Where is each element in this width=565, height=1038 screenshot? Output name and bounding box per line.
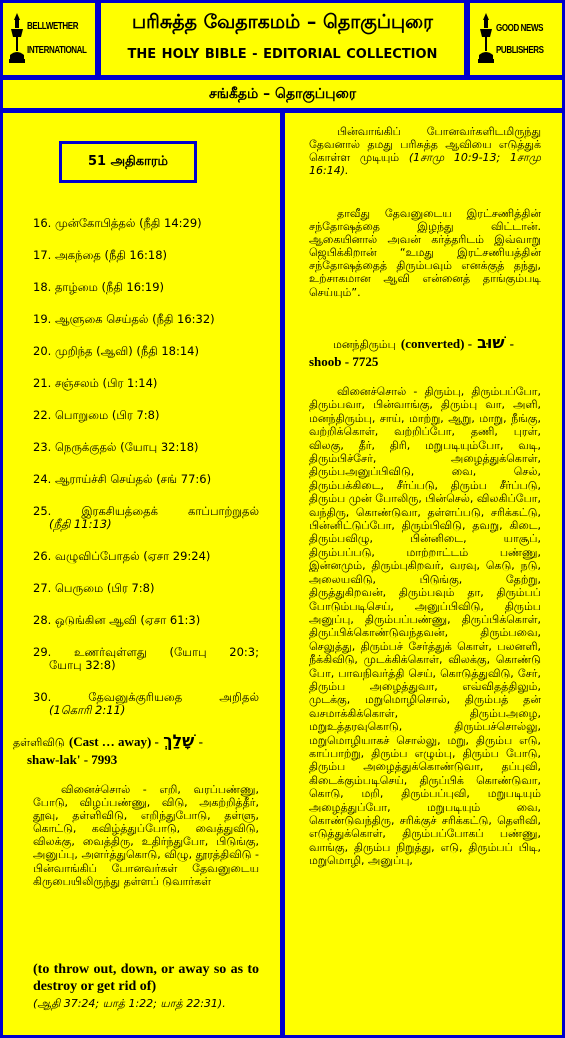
entry-cast-english: (to throw out, down, or away so as to destroy or get rid of) — [33, 962, 259, 994]
lamp-icon — [478, 11, 494, 65]
list-item: 27. பெருமை (பிர 7:8) — [33, 581, 155, 595]
entry-translit: shaw-lak' - 7993 — [27, 752, 118, 767]
list-item-ref: (1கொரி 2:11) — [49, 703, 126, 717]
list-item: 30. தேவனுக்குரியதை அறிதல் — [33, 690, 259, 704]
list-item-ref: (நீதி 11:13) — [49, 517, 112, 531]
goodnews-logo-line1: GOOD NEWS — [496, 23, 544, 34]
bellwether-logo-line2: INTERNATIONAL — [27, 45, 87, 56]
list-item: 21. சஞ்சலம் (பிர 1:14) — [33, 376, 158, 390]
right-paragraph-2: தாவீது தேவனுடைய இரட்சணித்தின் சந்தோஷத்தை இழந்து விட்டான். ஆகையினால் அவன் கர்த்தரிடம் இவ்வாறு ஜெபிக்கிறான் “உமது இரட்சணியத்தின் சந்தோஷத்தைத் திரும்பவும் எனக்குத் தந்து, உற்சாகமான ஆவி என்னைத் தாங்கும்படி செய்யும்”. — [309, 207, 541, 299]
entry-hebrew: שׁוּב — [477, 333, 505, 352]
title-english: THE HOLY BIBLE - EDITORIAL COLLECTION — [127, 47, 438, 62]
right-column — [282, 110, 565, 1038]
list-item: 22. பொறுமை (பிர 7:8) — [33, 408, 160, 422]
goodnews-logo-box — [467, 0, 565, 78]
entry-converted-body: வினைச்சொல் - திரும்பு, திரும்பப்போ, திரும்பவா, பின்வாங்கு, திரும்பு வா, அளி, மனந்திரும்பு, சாய், மாற்று, ஆறு, மாறு, நீங்கு, வற்றிக்கொள், வற்றிப்போ, தணி, புரள், விலகு, தீர், திரி, மறுபடியும்போ, வடி, திரும்பிச்சேர், அழைத்துக்கொள், திரும்பஅனுப்பிவிடு, வை, செல், திரும்பக்கிடை, சீர்ப்படு, திரும்ப சீர்ப்படு, திரும்ப முன் போலிரு, பின்செல், விலகிப்போ, வந்திரு, கொண்டுவா, தள்ளப்படு, சரிக்கட்டு, பின்னிட்டுப்போ, திரும்பிவிடு, தவறு, கிடை, திரும்பவிழு, பின்னிடை, யாசூப், திரும்பப்படு, மாற்றாட்டம் பண்ணு, இன்னமும், திரும்புகிறவர், வரவு, கெடு, நடு, அலையவிடு, பிடுங்கு, தேற்று, திருத்துகிறவன், திரும்பவும் தா, திரும்பப் போடும்படிசெய், அனுப்பிவிடு, திரும்ப அனுப்பு, திரும்பப்பண்ணு, திருப்பிக்கொள், திருப்பிக்கொண்டுவந்தவன், திரும்பவை, செலுத்து, திரும்பச் சேர்த்துக் கொள், பலனளி, நீக்கிவிடு, முடக்கிக்கொள், விலக்கு, கொண்டு போ, பாவநிவர்த்தி செய், கொடுத்துவிடு, சேர், திரும்ப அழைத்துவா, எவ்விதத்திலும், முடக்கு, மறுமொழிசொல், திரும்பத் தன் வசமாக்கிக்கொள், திரும்பஅழை, மறுஉத்தரவுகொடு, திரும்பச்சொல்லு, மறுமொழியாகச் சொல்லு, மறு, திரும்ப எடு, காப்பாற்று, திரும்ப எழும்பு, திரும்ப போடு, திரும்ப அழைத்துக்கொண்டுவா, தப்புவி, கிடைக்கும்படிசெய், திருப்பிக் கொண்டுவா, கொடு, மறி, திரும்பப்புவி, மறுபடியும் அழைத்துப்போ, மறுபடியும் வை, கொண்டுவந்திரு, சரிக்குச் சரிக்கட்டு, தெளிவி, எடுத்துக்கொள், திரும்பப்போகப் பண்ணு, வாங்கு, திரும்ப நிறுத்து, எடு, திரும்பப் பிடி, மறுமொழி, அனுப்பு, — [309, 385, 541, 868]
section-title: சங்கீதம் – தொகுப்புரை — [208, 86, 357, 102]
entry-cast-body: வினைச்சொல் - எறி, வரப்பண்ணு, போடு, விழப்பண்ணு, விடு, அகற்றித்தீர், தூவு, தள்ளிவிடு, எறிந்துபோடு, தள்ளு, கொட்டு, கவிழ்த்துப்போடு, வைத்துவிடு, விலக்கு, வைத்திரு, உதிர்ந்துபோ, பிடுங்கு, அனுப்பு, அளர்த்துகொடு, விழு, தூரத்திவிடு - பின்வாங்கிப் போனவர்கள் தேவனுடைய கிருபையிலிருந்து தள்ளப் டுவார்கள் — [33, 783, 259, 888]
lamp-icon — [9, 11, 25, 65]
list-item: 29. உணர்வுள்ளது (யோபு 20:3; — [33, 645, 259, 659]
bellwether-logo-box — [0, 0, 98, 78]
entry-cast-heading: தள்ளிவிடு (Cast … away) - שָׁלַךְ - shaw-lak' - 7993 — [13, 731, 275, 768]
list-item: 25. இரகசியத்தைக் காப்பாற்றுதல் — [33, 504, 259, 518]
title-box — [98, 0, 467, 78]
list-item: 18. தாழ்மை (நீதி 16:19) — [33, 280, 165, 294]
title-tamil: பரிசுத்த வேதாகமம் – தொகுப்புரை — [132, 11, 433, 33]
section-title-box — [0, 77, 565, 111]
goodnews-logo-line2: PUBLISHERS — [496, 45, 544, 56]
list-item: 20. முறிந்த (ஆவி) (நீதி 18:14) — [33, 344, 199, 358]
entry-head-english: (converted) - — [400, 336, 473, 351]
entry-head-english: (Cast … away) - — [68, 734, 159, 749]
chapter-label: 51 அதிகாரம் — [59, 141, 197, 183]
list-item: 17. அகந்தை (நீதி 16:18) — [33, 248, 168, 262]
entry-head-tamil: தள்ளிவிடு — [13, 736, 65, 749]
list-item: 28. ஒடுங்கின ஆவி (ஏசா 61:3) — [33, 613, 201, 627]
entry-translit: shoob - 7725 — [309, 354, 379, 369]
entry-hebrew: שָׁלַךְ — [163, 731, 195, 750]
goodnews-logo — [478, 11, 558, 67]
entry-head-tamil: மனந்திரும்பு — [333, 338, 396, 351]
bellwether-logo-line1: BELLWETHER — [27, 21, 79, 32]
entry-cast-refs: (ஆதி 37:24; யாத் 1:22; யாத் 22:31). — [33, 997, 226, 1010]
entry-converted-heading: மனந்திரும்பு (converted) - שׁוּב - shoob - 7725 — [309, 333, 559, 370]
list-item-ref: யோபு 32:8) — [49, 658, 116, 672]
left-column — [0, 110, 283, 1038]
list-item: 23. நெருக்குதல் (யோபு 32:18) — [33, 440, 199, 454]
list-item: 19. ஆளுகை செய்தல் (நீதி 16:32) — [33, 312, 215, 326]
list-item: 24. ஆராய்ச்சி செய்தல் (சங் 77:6) — [33, 472, 212, 486]
list-item: 16. முன்கோபித்தல் (நீதி 14:29) — [33, 216, 202, 230]
right-paragraph-1-ref: (1சாமு 10:9-13; 1சாமு 16:14). — [309, 151, 541, 178]
list-item: 26. வழுவிப்போதல் (ஏசா 29:24) — [33, 549, 211, 563]
bellwether-logo — [9, 11, 89, 67]
right-paragraph-1: பின்வாங்கிப் போனவர்களிடமிருந்து தேவனால் தமது பரிசுத்த ஆவியை எடுத்துக் கொள்ள முடியும் (1சாமு 10:9-13; 1சாமு 16:14). — [309, 125, 541, 178]
